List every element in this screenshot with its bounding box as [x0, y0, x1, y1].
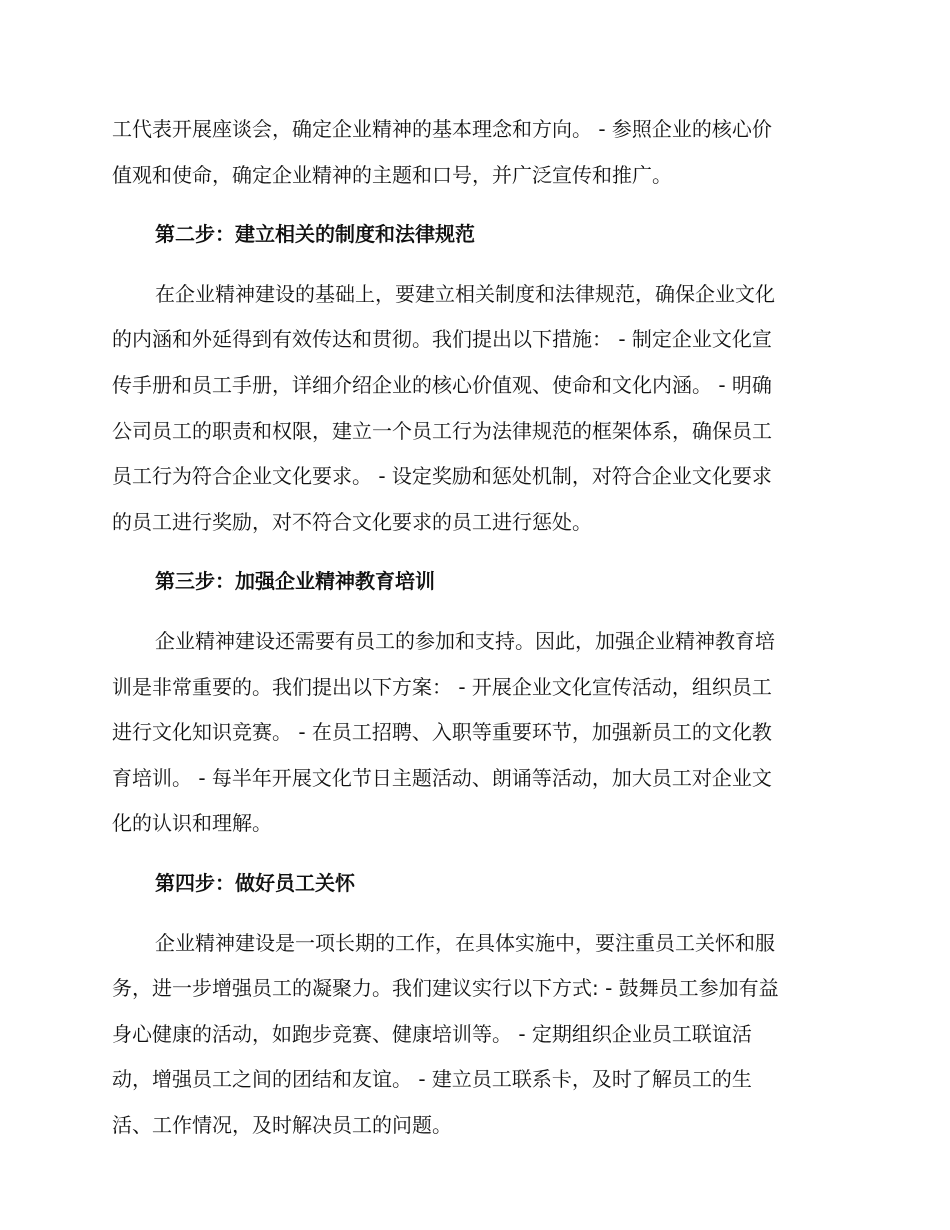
- text-line: 的内涵和外延得到有效传达和贯彻。我们提出以下措施： - 制定企业文化宣: [112, 327, 772, 352]
- text-line: 训是非常重要的。我们提出以下方案： - 开展企业文化宣传活动，组织员工: [112, 674, 772, 699]
- section-heading-step3: 第三步：加强企业精神教育培训: [155, 569, 435, 594]
- text-line: 活、工作情况，及时解决员工的问题。: [112, 1112, 452, 1137]
- text-line: 企业精神建设是一项长期的工作，在具体实施中，要注重员工关怀和服: [155, 930, 775, 955]
- text-line: 员工行为符合企业文化要求。 - 设定奖励和惩处机制，对符合企业文化要求: [112, 464, 772, 489]
- text-line: 企业精神建设还需要有员工的参加和支持。因此，加强企业精神教育培: [155, 628, 775, 653]
- text-line: 公司员工的职责和权限，建立一个员工行为法律规范的框架体系，确保员工: [112, 418, 772, 443]
- text-line: 值观和使命，确定企业精神的主题和口号，并广泛宣传和推广。: [112, 162, 672, 187]
- text-line: 化的认识和理解。: [112, 811, 272, 836]
- text-line: 传手册和员工手册，详细介绍企业的核心价值观、使命和文化内涵。 - 明确: [112, 372, 772, 397]
- paragraph-step2: [112, 272, 832, 546]
- text-line: 工代表开展座谈会，确定企业精神的基本理念和方向。 - 参照企业的核心价: [112, 117, 772, 141]
- document-body: [112, 107, 832, 1148]
- text-line: 身心健康的活动，如跑步竞赛、健康培训等。 - 定期组织企业员工联谊活: [112, 1021, 752, 1046]
- paragraph-step4: [112, 921, 832, 1149]
- text-line: 在企业精神建设的基础上，要建立相关制度和法律规范，确保企业文化: [155, 281, 775, 306]
- text-line: 的员工进行奖励，对不符合文化要求的员工进行惩处。: [112, 509, 592, 534]
- section-heading-step2: 第二步：建立相关的制度和法律规范: [155, 222, 475, 247]
- paragraph-step1-continued: [112, 107, 832, 198]
- section-heading-step4: 第四步：做好员工关怀: [155, 870, 355, 895]
- text-line: 动，增强员工之间的团结和友谊。 - 建立员工联系卡，及时了解员工的生: [112, 1067, 752, 1092]
- text-line: 务，进一步增强员工的凝聚力。我们建议实行以下方式: - 鼓舞员工参加有益: [112, 976, 779, 1001]
- paragraph-step3: [112, 619, 832, 847]
- text-line: 育培训。 - 每半年开展文化节日主题活动、朗诵等活动，加大员工对企业文: [112, 765, 772, 790]
- text-line: 进行文化知识竞赛。 - 在员工招聘、入职等重要环节，加强新员工的文化教: [112, 720, 772, 745]
